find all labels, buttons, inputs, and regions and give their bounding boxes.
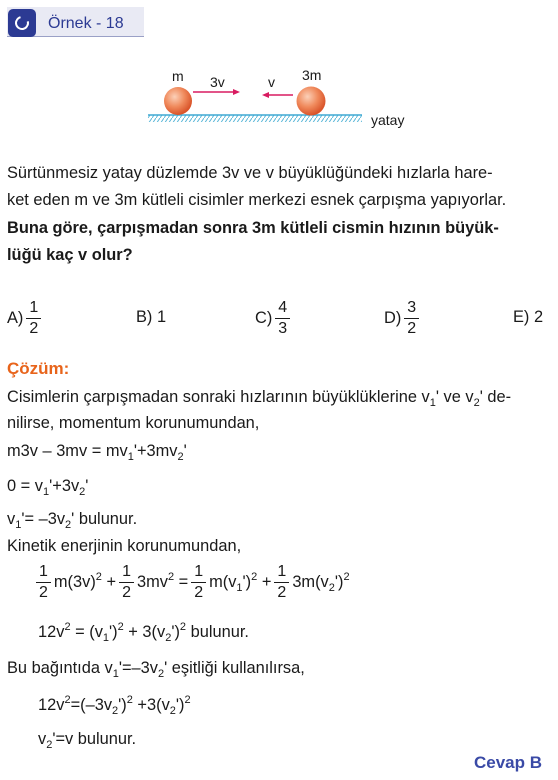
label-mass-m: m [172, 68, 184, 84]
option-d-label: D) [384, 309, 402, 327]
equation-result: $v_2'=v$ bulunur. [38, 730, 137, 751]
option-c-fraction [275, 298, 290, 339]
half-fraction: $\frac{1}{2}$ [36, 562, 51, 603]
solution-paragraph-1: Cisimlerin çarpışmadan sonraki hızlarının büyüklüklerine $v_1'$ ve $v_2'$ de- [7, 388, 512, 409]
equation-energy: $\frac{1}{2}$ $m(3v)^2$ + $\frac{1}{2}$ $3mv^2$ = $\frac{1}{2}$ $m(v_1')^2$ + $\frac{1}{2}$ $3m(v_2')^2$ [33, 562, 350, 603]
equation-momentum: $m3v - 3mv = mv_1'+3mv_2'$ [7, 442, 187, 463]
example-icon [8, 9, 36, 37]
option-b-label: B) 1 [136, 308, 167, 326]
fraction-denominator: 3 [278, 320, 288, 337]
problem-line-1: Sürtünmesiz yatay düzlemde 3v ve v büyüklüğündeki hızlarla hare- [7, 164, 493, 182]
option-d-fraction [404, 298, 419, 339]
ball-m [164, 87, 192, 115]
equation-sum: $0 = v_1'+3v_2'$ [7, 477, 89, 498]
option-a-label: A) [7, 309, 24, 327]
answer-label: Cevap B [474, 753, 543, 772]
option-b [136, 308, 166, 327]
half-fraction: $\frac{1}{2}$ [119, 562, 134, 603]
question-line-1: Buna göre, çarpışmadan sonra 3m kütleli cismin hızının büyük- [7, 219, 499, 237]
fraction-denominator: 2 [407, 320, 417, 337]
solution-paragraph-1b: nilirse, momentum korunumundan, [7, 414, 260, 432]
option-e-label: E) 2 [513, 308, 544, 326]
surface-hatch [148, 115, 362, 122]
fraction-numerator: 4 [275, 298, 290, 319]
ring-icon [12, 13, 31, 32]
ball-3m [297, 87, 326, 116]
kinetic-text: Kinetik enerjinin korunumundan, [7, 537, 242, 555]
arrow-head-right-icon [233, 89, 240, 95]
fraction-denominator: 2 [29, 320, 39, 337]
fraction-numerator: 1 [26, 298, 41, 319]
option-d [384, 298, 422, 339]
equation-v1: $v_1'= -3v_2'$ bulunur. [7, 510, 138, 531]
half-fraction: $\frac{1}{2}$ [191, 562, 206, 603]
option-a [7, 298, 44, 339]
equation-substituted: $12v^2=(-3v_2')^2 +3(v_2')^2$ [38, 694, 191, 717]
solution-heading: Çözüm: [7, 359, 70, 378]
option-a-fraction [26, 298, 41, 339]
arrow-head-left-icon [262, 92, 269, 98]
fraction-numerator: 3 [404, 298, 419, 319]
solution-paragraph-2: Bu bağıntıda $v_1'=-3v_2'$ eşitliği kullanılırsa, [7, 659, 305, 680]
label-surface: yatay [371, 112, 405, 128]
option-e [513, 308, 543, 327]
equation-12v2: $12v^2 = (v_1')^2 + 3(v_2')^2$ bulunur. [38, 621, 249, 644]
half-fraction: $\frac{1}{2}$ [274, 562, 289, 603]
label-velocity-v: v [268, 74, 275, 90]
question-line-2: lüğü kaç v olur? [7, 246, 133, 264]
option-c-label: C) [255, 309, 273, 327]
problem-line-2: ket eden m ve 3m kütleli cisimler merkezi esnek çarpışma yapıyorlar. [7, 191, 507, 209]
option-c [255, 298, 293, 339]
label-velocity-3v: 3v [210, 74, 225, 90]
example-title: Örnek - 18 [48, 15, 124, 32]
label-mass-3m: 3m [302, 67, 322, 83]
